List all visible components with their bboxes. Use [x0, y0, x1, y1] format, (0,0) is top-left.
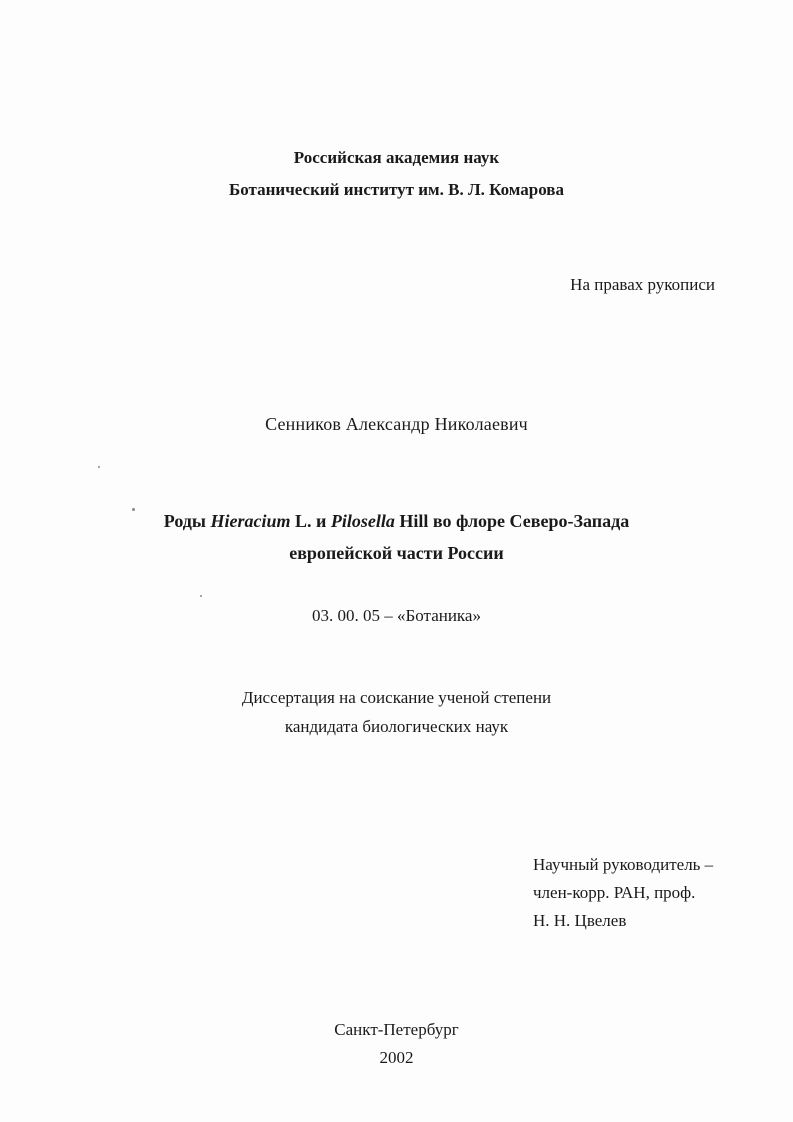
dissertation-type-line-1: Диссертация на соискание ученой степени [241, 688, 552, 707]
year: 2002 [379, 1048, 414, 1067]
title-part-2: L. и [290, 511, 331, 531]
title-part-1: Роды [163, 511, 211, 531]
scan-speck [132, 508, 135, 511]
title-genus-1: Hieracium [210, 511, 291, 531]
advisor-role: Научный руководитель – [533, 855, 714, 874]
institute-name: Ботанический институт им. В. Л. Комарова [229, 180, 564, 199]
scan-speck [200, 595, 202, 597]
dissertation-type-line-2: кандидата биологических наук [284, 717, 509, 736]
academy-name: Российская академия наук [293, 148, 500, 167]
advisor-name: Н. Н. Цвелев [533, 911, 627, 930]
scan-speck [98, 466, 100, 468]
dissertation-title-line-1 [0, 511, 793, 531]
city: Санкт-Петербург [334, 1020, 459, 1039]
title-part-3: Hill во флоре Северо-Запада [394, 511, 630, 531]
dissertation-title-line-2: европейской части России [289, 543, 504, 563]
advisor-rank: член-корр. РАН, проф. [533, 883, 696, 902]
author-name: Сенников Александр Николаевич [265, 414, 528, 434]
title-genus-2: Pilosella [330, 511, 395, 531]
rights-note: На правах рукописи [570, 275, 715, 294]
specialty-code: 03. 00. 05 – «Ботаника» [312, 606, 481, 625]
